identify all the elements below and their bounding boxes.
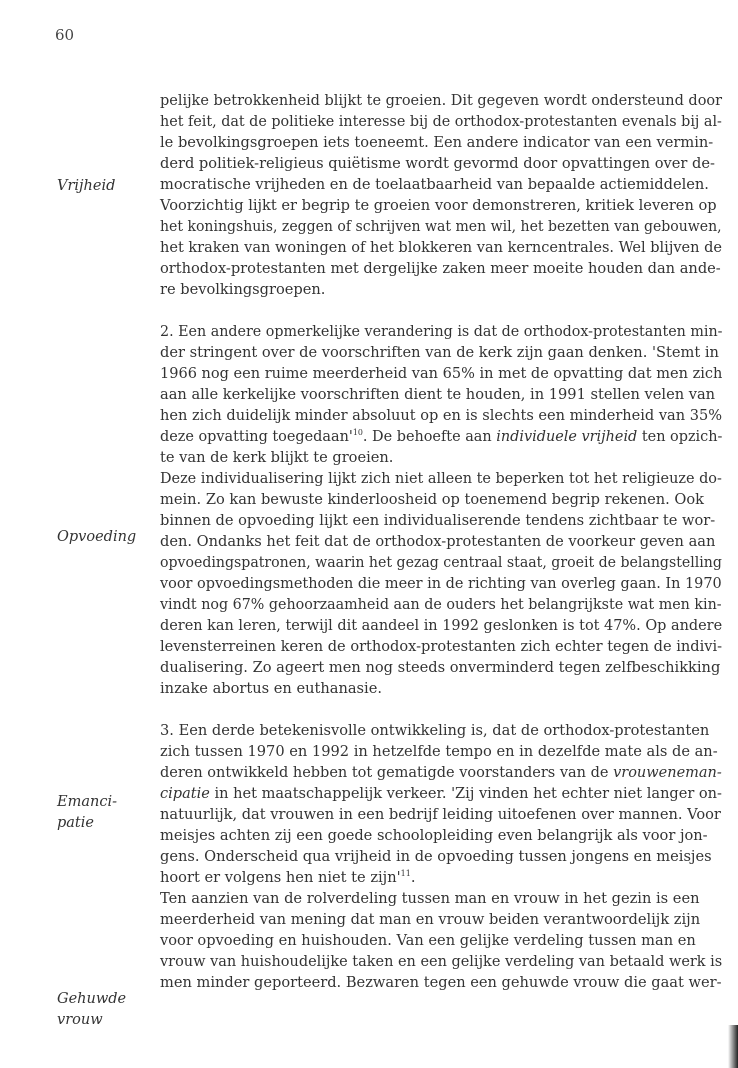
quote-text: hoort er volgens hen niet te zijn' xyxy=(160,869,401,886)
margin-note-gehuwde-line1: Gehuwde xyxy=(57,991,127,1007)
text-line: opvoedingspatronen, waarin het gezag centraal staat, groeit de belangstelling xyxy=(160,554,722,571)
text-run: ten opzich- xyxy=(637,428,723,445)
text-line: voor opvoedingsmethoden die meer in de richting van overleg gaan. In 1970 xyxy=(160,575,722,592)
text-line: dualisering. Zo ageert men nog steeds onverminderd tegen zelfbeschikking xyxy=(160,659,721,676)
footnote-ref-10: 10 xyxy=(352,428,363,438)
text-line: hen zich duidelijk minder absoluut op en is slechts een minderheid van 35% xyxy=(160,407,723,424)
text-line: men minder geporteerd. Bezwaren tegen een gehuwde vrouw die gaat wer- xyxy=(160,974,722,991)
text-line: meerderheid van mening dat man en vrouw beiden verantwoordelijk zijn xyxy=(160,911,701,928)
text-line: aan alle kerkelijke voorschriften dient te houden, in 1991 stellen velen van xyxy=(160,386,716,403)
text-line: het feit, dat de politieke interesse bij de orthodox-protestanten evenals bij al- xyxy=(160,113,722,130)
quote-text: deze opvatting toegedaan' xyxy=(160,428,353,445)
text-line: orthodox-protestanten met dergelijke zaken meer moeite houden dan ande- xyxy=(160,260,721,277)
emphasis-individuele-vrijheid: individuele vrijheid xyxy=(496,428,638,445)
margin-note-emancipatie-line2: patie xyxy=(57,815,94,831)
text-line xyxy=(160,426,723,447)
paragraph-1 xyxy=(160,90,722,300)
text-line: le bevolkingsgroepen iets toeneemt. Een andere indicator van een vermin- xyxy=(160,134,714,151)
text-line: deren kan leren, terwijl dit aandeel in 1992 geslonken is tot 47%. Op andere xyxy=(160,617,723,634)
paragraph-3 xyxy=(160,468,722,699)
scan-edge-shadow xyxy=(728,1025,738,1068)
text-line: inzake abortus en euthanasie. xyxy=(160,680,382,697)
text-line xyxy=(160,867,722,888)
text-line: mocratische vrijheden en de toelaatbaarheid van bepaalde actiemiddelen. xyxy=(160,176,709,193)
text-line: gens. Onderscheid qua vrijheid in de opvoeding tussen jongens en meisjes xyxy=(160,848,712,865)
footnote-ref-11: 11 xyxy=(400,869,411,879)
text-line: mein. Zo kan bewuste kinderloosheid op toenemend begrip rekenen. Ook xyxy=(160,491,705,508)
text-run: . xyxy=(410,869,416,886)
text-line: zich tussen 1970 en 1992 in hetzelfde tempo en in dezelfde mate als de an- xyxy=(160,743,718,760)
paragraph-gap xyxy=(160,300,722,321)
text-line: 2. Een andere opmerkelijke verandering is dat de orthodox-protestanten min- xyxy=(160,323,723,340)
text-run: . De behoefte aan xyxy=(362,428,497,445)
emphasis-vrouwenemancipatie-part2: cipatie xyxy=(160,785,210,802)
text-line: Deze individualisering lijkt zich niet alleen te beperken tot het religieuze do- xyxy=(160,470,722,487)
paragraph-4 xyxy=(160,720,722,888)
text-line: voor opvoeding en huishouden. Van een gelijke verdeling tussen man en xyxy=(160,932,696,949)
text-run: in het maatschappelijk verkeer. 'Zij vinden het echter niet langer on- xyxy=(209,785,722,802)
text-line xyxy=(160,783,720,804)
paragraph-2 xyxy=(160,321,722,468)
margin-note-gehuwde-line2: vrouw xyxy=(57,1012,103,1028)
text-line: pelijke betrokkenheid blijkt te groeien. Dit gegeven wordt ondersteund door xyxy=(160,92,723,109)
text-line: vindt nog 67% gehoorzaamheid aan de ouders het belangrijkste wat men kin- xyxy=(160,596,722,613)
text-line: der stringent over de voorschriften van de kerk zijn gaan denken. 'Stemt in xyxy=(160,344,719,361)
text-line xyxy=(160,762,722,783)
text-line: Ten aanzien van de rolverdeling tussen man en vrouw in het gezin is een xyxy=(160,890,700,907)
body-text xyxy=(160,90,722,993)
page-number: 60 xyxy=(55,26,75,44)
paragraph-5 xyxy=(160,888,722,993)
emphasis-vrouwenemancipatie-part1: vrouweneman- xyxy=(613,764,722,781)
text-line: Voorzichtig lijkt er begrip te groeien voor demonstreren, kritiek leveren op xyxy=(160,197,717,214)
text-line: re bevolkingsgroepen. xyxy=(160,281,326,298)
text-line: natuurlijk, dat vrouwen in een bedrijf leiding uitoefenen over mannen. Voor xyxy=(160,806,721,823)
text-line: 3. Een derde betekenisvolle ontwikkeling is, dat de orthodox-protestanten xyxy=(160,722,710,739)
margin-note-gehuwde-vrouw xyxy=(57,989,126,1031)
margin-note-opvoeding: Opvoeding xyxy=(57,529,137,545)
text-line: het koningshuis, zeggen of schrijven wat men wil, het bezetten van gebouwen, xyxy=(160,218,722,235)
text-line: derd politiek-religieus quiëtisme wordt gevormd door opvattingen over de- xyxy=(160,155,715,172)
text-line: het kraken van woningen of het blokkeren van kerncentrales. Wel blijven de xyxy=(160,239,722,256)
text-line: te van de kerk blijkt te groeien. xyxy=(160,449,394,466)
text-line: meisjes achten zij een goede schoolopleiding even belangrijk als voor jon- xyxy=(160,827,708,844)
text-run: deren ontwikkeld hebben tot gematigde voorstanders van de xyxy=(160,764,614,781)
paragraph-gap xyxy=(160,699,722,720)
text-line: vrouw van huishoudelijke taken en een gelijke verdeling van betaald werk is xyxy=(160,953,723,970)
margin-note-vrijheid: Vrijheid xyxy=(57,178,116,194)
text-line: 1966 nog een ruime meerderheid van 65% in met de opvatting dat men zich xyxy=(160,365,723,382)
margin-note-emancipatie-line1: Emanci- xyxy=(57,794,117,810)
text-line: den. Ondanks het feit dat de orthodox-protestanten de voorkeur geven aan xyxy=(160,533,716,550)
text-line: levensterreinen keren de orthodox-protestanten zich echter tegen de indivi- xyxy=(160,638,723,655)
text-line: binnen de opvoeding lijkt een individualiserende tendens zichtbaar te wor- xyxy=(160,512,716,529)
margin-note-emancipatie xyxy=(57,792,117,834)
